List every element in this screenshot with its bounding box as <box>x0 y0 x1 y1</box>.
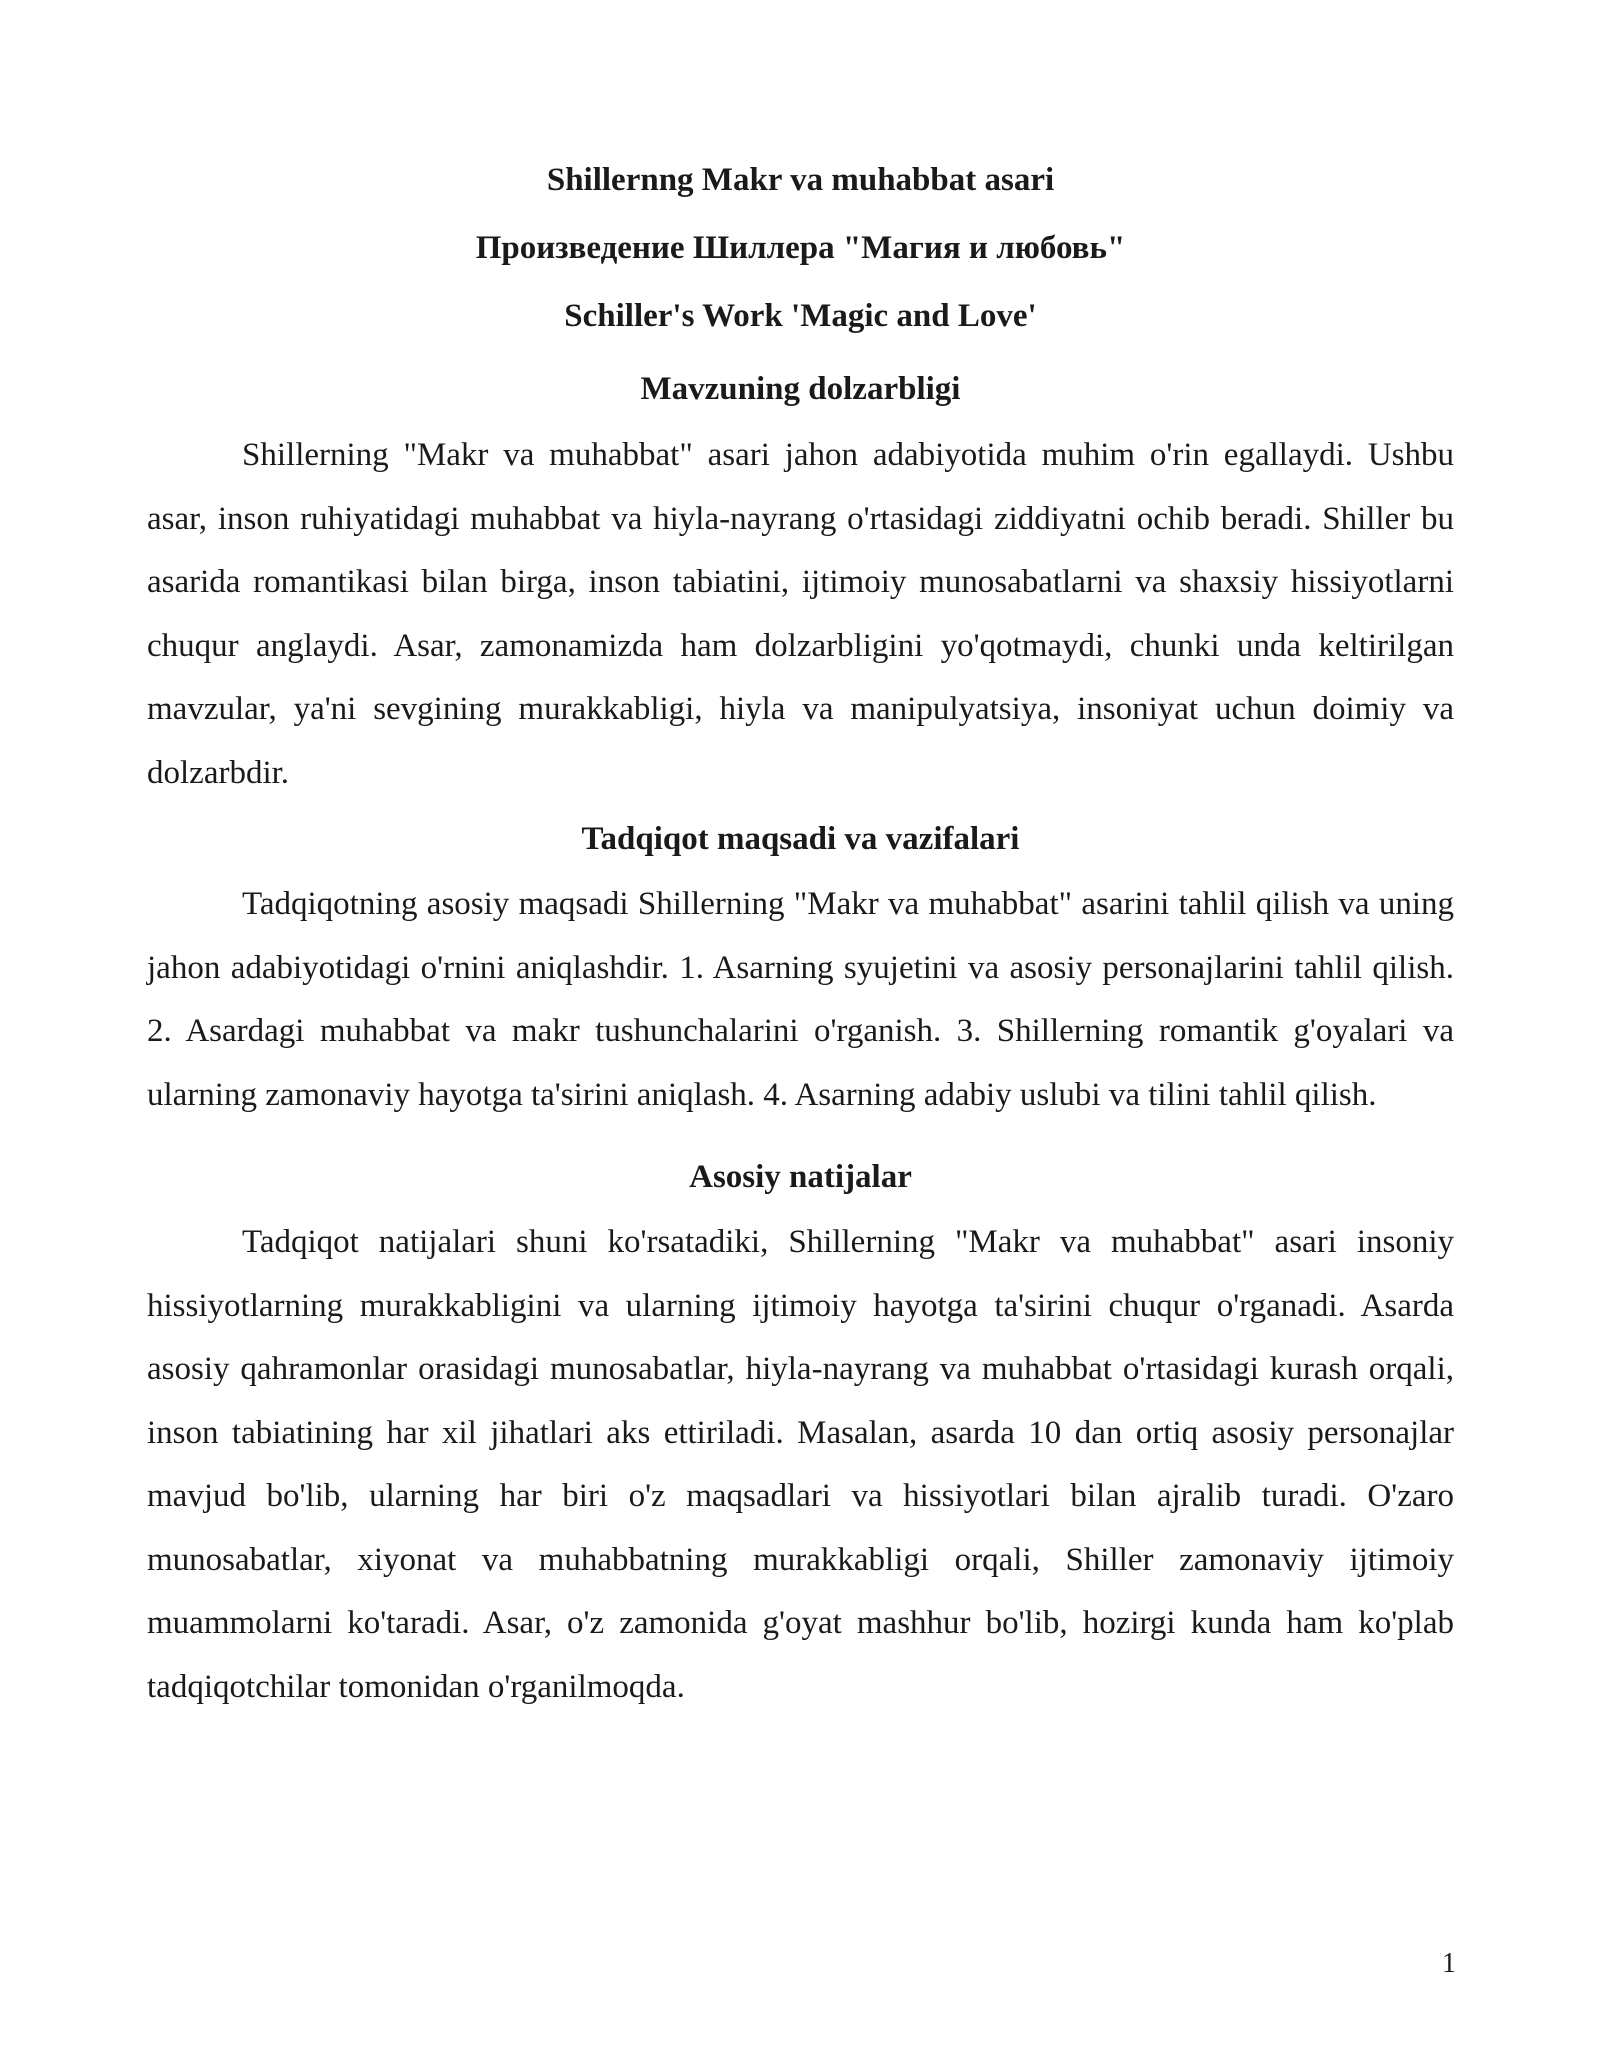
page-number: 1 <box>1442 1948 1456 1979</box>
page-content <box>147 146 1454 1719</box>
section-paragraph-results: Tadqiqot natijalari shuni ko'rsatadiki, Shillerning "Makr va muhabbat" asari insoniy hissiyotlarning murakkabligini va ularning ijtimoiy hayotga ta'sirini chuqur o'rganadi. Asarda asosiy qahramonlar orasidagi munosabatlar, hiyla-nayrang va muhabbat o'rtasidagi kurash orqali, inson tabiatining har xil jihatlari aks ettiriladi. Masalan, asarda 10 dan ortiq asosiy personajlar mavjud bo'lib, ularning har biri o'z maqsadlari va hissiyotlari bilan ajralib turadi. O'zaro munosabatlar, xiyonat va muhabbatning murakkabligi orqali, Shiller zamonaviy ijtimoiy muammolarni ko'taradi. Asar, o'z zamonida g'oyat mashhur bo'lib, hozirgi kunda ham ko'plab tadqiqotchilar tomonidan o'rganilmoqda. <box>147 1224 1454 1705</box>
title-uzbek: Shillernng Makr va muhabbat asari <box>546 162 1055 198</box>
section-heading-goals: Tadqiqot maqsadi va vazifalari <box>581 821 1020 857</box>
section-paragraph-relevance: Shillerning "Makr va muhabbat" asari jahon adabiyotida muhim o'rin egallaydi. Ushbu asar, inson ruhiyatidagi muhabbat va hiyla-nayrang o'rtasidagi ziddiyatni ochib beradi. Shiller bu asarida romantikasi bilan birga, inson tabiatini, ijtimoiy munosabatlarni va shaxsiy hissiyotlarni chuqur anglaydi. Asar, zamonamizda ham dolzarbligini yo'qotmaydi, chunki unda keltirilgan mavzular, ya'ni sevgining murakkabligi, hiyla va manipulyatsiya, insoniyat uchun doimiy va dolzarbdir. <box>147 437 1454 791</box>
section-heading-results: Asosiy natijalar <box>689 1159 912 1195</box>
title-english: Schiller's Work 'Magic and Love' <box>564 298 1037 334</box>
section-heading-relevance: Mavzuning dolzarbligi <box>640 371 961 407</box>
title-russian: Произведение Шиллера "Магия и любовь" <box>475 230 1126 266</box>
section-paragraph-goals: Tadqiqotning asosiy maqsadi Shillerning "Makr va muhabbat" asarini tahlil qilish va uning jahon adabiyotidagi o'rnini aniqlashdir. 1. Asarning syujetini va asosiy personajlarini tahlil qilish. 2. Asardagi muhabbat va makr tushunchalarini o'rganish. 3. Shillerning romantik g'oyalari va ularning zamonaviy hayotga ta'sirini aniqlash. 4. Asarning adabiy uslubi va tilini tahlil qilish. <box>147 886 1454 1113</box>
